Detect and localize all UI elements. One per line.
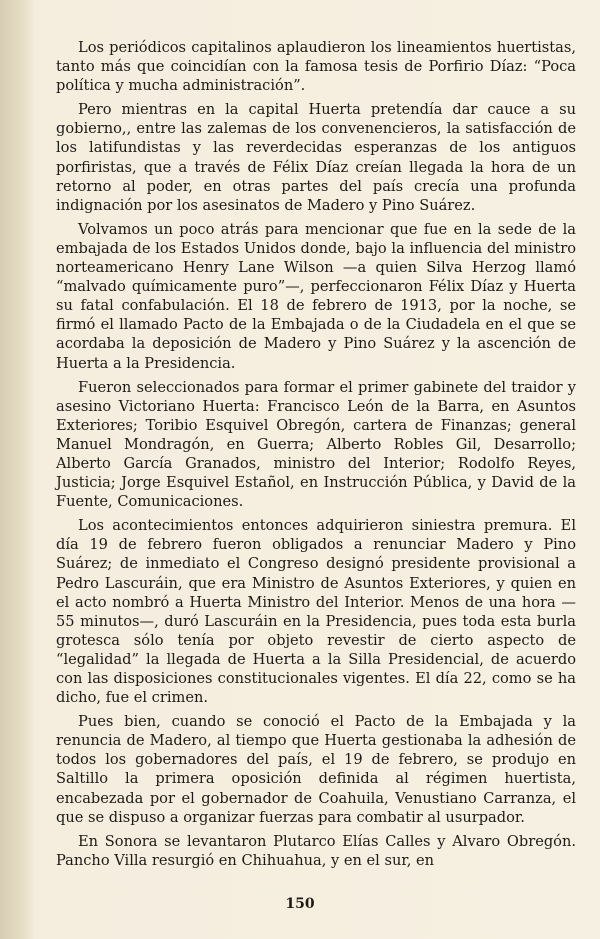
paragraph: En Sonora se levantaron Plutarco Elías Calles y Alvaro Obregón. Pancho Villa resurgió en Chihuahua, y en el sur, en — [56, 832, 576, 869]
body-text — [56, 38, 576, 870]
page-gutter — [0, 0, 34, 939]
paragraph: Los periódicos capitalinos aplaudieron los lineamientos huertistas, tanto más que coincidían con la famosa tesis de Porfirio Díaz: “Poca política y mucha administración”. — [56, 39, 576, 95]
paragraph: Los acontecimientos entonces adquirieron siniestra premura. El día 19 de febrero fueron obligados a renunciar Madero y Pino Suárez; de inmediato el Congreso designó presidente provisional a Pedro Lascuráin, que era Ministro de Asuntos Exteriores, y quien en el acto nombró a Huerta Ministro del Interior. Menos de una hora —55 minutos—, duró Lascuráin en la Presidencia, pues toda esta burla grotesca sólo tenía por objeto revestir de cierto aspecto de “legalidad” la llegada de Huerta a la Silla Presidencial, de acuerdo con las disposiciones constitucionales vigentes. El día 22, como se ha dicho, fue el crimen. — [56, 517, 576, 707]
paragraph: Pero mientras en la capital Huerta pretendía dar cauce a su gobierno,, entre las zalemas de los convenencieros, la satisfacción de los latifundistas y las reverdecidas esperanzas de los antiguos porfiristas, que a través de Félix Díaz creían llegada la hora de un retorno al poder, en otras partes del país crecía una profunda indignación por los asesinatos de Madero y Pino Suárez. — [56, 101, 576, 214]
page-number: 150 — [285, 896, 315, 912]
paragraph: Fueron seleccionados para formar el primer gabinete del traidor y asesino Victoriano Huerta: Francisco León de la Barra, en Asuntos Exteriores; Toribio Esquivel Obregón, cartera de Finanzas; general Manuel Mondragón, en Guerra; Alberto Robles Gil, Desarrollo; Alberto García Granados, ministro del Interior; Rodolfo Reyes, Justicia; Jorge Esquivel Estañol, en Instrucción Pública, y David de la Fuente, Comunicaciones. — [56, 378, 576, 511]
paragraph: Pues bien, cuando se conoció el Pacto de la Embajada y la renuncia de Madero, al tiempo que Huerta gestionaba la adhesión de todos los gobernadores del país, el 19 de febrero, se produjo en Saltillo la primera oposición definida al régimen huertista, encabezada por el gobernador de Coahuila, Venustiano Carranza, el que se dispuso a organizar fuerzas para combatir al usurpador. — [56, 713, 576, 826]
paragraph: Volvamos un poco atrás para mencionar que fue en la sede de la embajada de los Estados Unidos donde, bajo la influencia del ministro norteamericano Henry Lane Wilson —a quien Silva Herzog llamó “malvado químicamente puro”—, perfeccionaron Félix Díaz y Huerta su fatal confabulación. El 18 de febrero de 1913, por la noche, se firmó el llamado Pacto de la Embajada o de la Ciudadela en el que se acordaba la deposición de Madero y Pino Suárez y la ascención de Huerta a la Presidencia. — [56, 220, 576, 372]
